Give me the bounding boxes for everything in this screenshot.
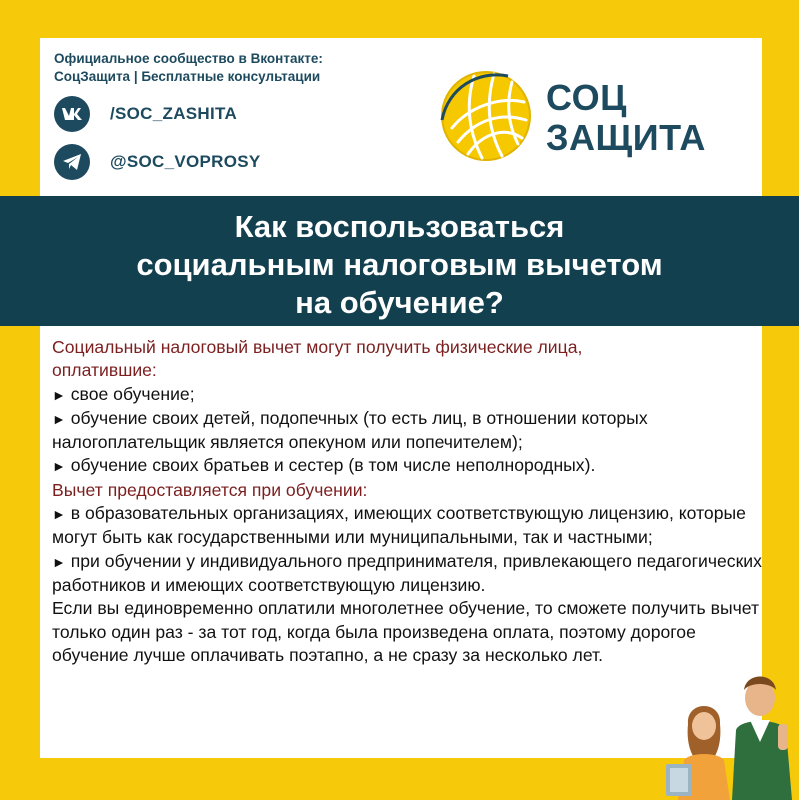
list-item-text: обучение своих братьев и сестер (в том числе неполнородных). bbox=[70, 455, 596, 476]
list-item-entrepreneur bbox=[52, 550, 764, 598]
logo-text bbox=[546, 78, 706, 158]
students-illustration-icon bbox=[600, 660, 799, 800]
bullet-icon: ► bbox=[52, 458, 66, 475]
page-title bbox=[0, 208, 799, 322]
telegram-icon bbox=[54, 144, 90, 180]
intro-line-1: Социальный налоговый вычет могут получить физические лица, bbox=[52, 337, 583, 357]
vk-handle: /SOC_ZASHITA bbox=[110, 104, 238, 123]
list-item-children-education bbox=[52, 407, 764, 455]
community-line-2: СоцЗащита | Бесплатные консультации bbox=[54, 69, 321, 84]
community-info bbox=[54, 50, 414, 86]
closing-paragraph: Если вы единовременно оплатили многолетнее обучение, то сможете получить вычет только один раз - за тот год, когда была произведена оплата, поэтому дорогое обучение лучше оплачивать поэтапно, а не сразу за несколько лет. bbox=[52, 598, 760, 665]
title-line-2: социальным налоговым вычетом bbox=[136, 247, 663, 282]
title-line-1: Как воспользоваться bbox=[234, 209, 565, 244]
list-item-siblings-education bbox=[52, 454, 764, 478]
sub-heading: Вычет предоставляется при обучении: bbox=[52, 479, 368, 500]
globe-logo-icon bbox=[438, 68, 534, 164]
logo-line-1: СОЦ bbox=[546, 77, 627, 118]
telegram-link[interactable] bbox=[54, 144, 261, 180]
title-band bbox=[0, 196, 799, 326]
body-text bbox=[52, 336, 764, 667]
community-line-1: Официальное сообщество в Вконтакте: bbox=[54, 51, 323, 66]
intro-line-2: оплатившие: bbox=[52, 360, 157, 381]
header-card bbox=[40, 38, 762, 196]
bullet-icon: ► bbox=[52, 506, 66, 523]
list-item-text: своe обучение; bbox=[70, 383, 195, 404]
vk-link[interactable] bbox=[54, 96, 237, 132]
vk-icon bbox=[54, 96, 90, 132]
bullet-icon: ► bbox=[52, 410, 66, 427]
list-item-text: при обучении у индивидуального предпринимателя, привлекающего педагогических работников и имеющих соответствующую лицензию. bbox=[52, 550, 762, 595]
list-item-organizations bbox=[52, 502, 764, 550]
list-item-text: в образовательных организациях, имеющих соответствующую лицензию, которые могут быть как государственными или муниципальными, так и частными; bbox=[52, 503, 746, 548]
list-item-text: обучение своих детей, подопечных (то есть лиц, в отношении которых налогоплательщик является опекуном или попечителем); bbox=[52, 407, 648, 453]
logo-line-2: ЗАЩИТА bbox=[546, 117, 706, 158]
bullet-icon: ► bbox=[52, 553, 66, 570]
title-line-3: на обучение? bbox=[295, 285, 504, 320]
telegram-handle: @SOC_VOPROSY bbox=[110, 152, 261, 171]
list-item-own-education bbox=[52, 383, 764, 407]
bullet-icon: ► bbox=[52, 386, 66, 403]
